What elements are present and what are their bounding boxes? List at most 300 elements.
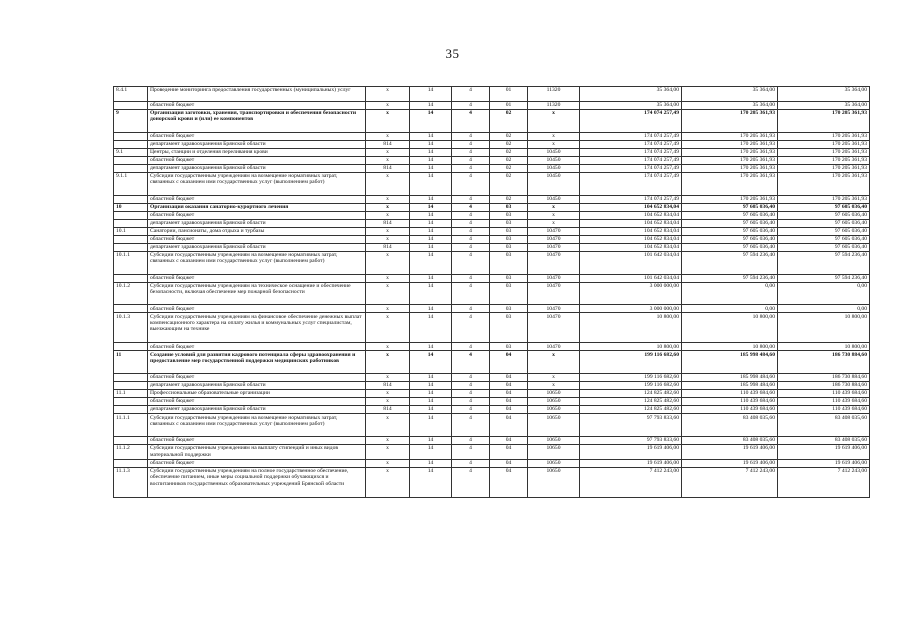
- row-code-k4-cell: 01: [490, 87, 528, 102]
- row-code-k4-cell: 03: [490, 203, 528, 211]
- table-row: [114, 140, 870, 148]
- row-code-k4-cell: 02: [490, 156, 528, 164]
- row-code-k2-cell: 14: [410, 373, 452, 381]
- row-code-k2-cell: 14: [410, 132, 452, 140]
- row-code-k2-cell: 14: [410, 101, 452, 109]
- table-row: [114, 406, 870, 414]
- row-name-cell: Проведение мониторинга предоставления государственных (муниципальных) услуг: [148, 87, 366, 102]
- row-code-k5-cell: 10470: [528, 243, 580, 251]
- table-row: [114, 313, 870, 343]
- row-code-k4-cell: 04: [490, 444, 528, 459]
- table-row: [114, 467, 870, 497]
- row-amount-3-cell: 170 205 361,93: [778, 195, 870, 203]
- row-code-cell: 11: [114, 351, 148, 374]
- row-amount-3-cell: 97 605 036,40: [778, 235, 870, 243]
- row-code-k2-cell: 14: [410, 140, 452, 148]
- row-code-k1-cell: x: [366, 373, 410, 381]
- row-code-k3-cell: 4: [452, 235, 490, 243]
- row-code-k1-cell: x: [366, 211, 410, 219]
- row-amount-1-cell: 10 800,00: [580, 343, 682, 351]
- row-code-k3-cell: 4: [452, 398, 490, 406]
- row-code-k3-cell: 4: [452, 109, 490, 132]
- row-code-k1-cell: 814: [366, 219, 410, 227]
- row-name-cell: Профессиональные образовательные организации: [148, 390, 366, 398]
- row-code-k2-cell: 14: [410, 109, 452, 132]
- row-code-k3-cell: 4: [452, 305, 490, 313]
- row-code-k3-cell: 4: [452, 251, 490, 274]
- row-amount-3-cell: 0,00: [778, 282, 870, 305]
- row-name-cell: Субсидии государственным учреждениям на техническое оснащение и обеспечение безопасности, включая обеспечение мер пожарной безопасности: [148, 282, 366, 305]
- row-code-k1-cell: x: [366, 132, 410, 140]
- row-code-k5-cell: 10450: [528, 172, 580, 195]
- row-code-k2-cell: 14: [410, 156, 452, 164]
- row-code-k2-cell: 14: [410, 87, 452, 102]
- row-amount-1-cell: 7 412 243,00: [580, 467, 682, 497]
- row-amount-3-cell: 97 605 036,40: [778, 203, 870, 211]
- row-amount-1-cell: 104 652 834,04: [580, 235, 682, 243]
- row-code-k3-cell: 4: [452, 172, 490, 195]
- row-name-cell: областной бюджет: [148, 235, 366, 243]
- row-amount-3-cell: 83 408 035,60: [778, 414, 870, 437]
- row-amount-3-cell: 110 439 684,60: [778, 406, 870, 414]
- row-amount-2-cell: 97 605 036,40: [682, 235, 778, 243]
- row-amount-2-cell: 10 800,00: [682, 343, 778, 351]
- row-code-k4-cell: 03: [490, 243, 528, 251]
- row-code-k5-cell: x: [528, 382, 580, 390]
- row-code-k5-cell: 10650: [528, 467, 580, 497]
- row-code-k4-cell: 04: [490, 390, 528, 398]
- table-row: [114, 148, 870, 156]
- row-code-k5-cell: 10450: [528, 195, 580, 203]
- row-code-k3-cell: 4: [452, 274, 490, 282]
- row-amount-2-cell: 19 619 406,00: [682, 459, 778, 467]
- row-code-k4-cell: 03: [490, 219, 528, 227]
- row-amount-2-cell: 170 205 361,93: [682, 140, 778, 148]
- table-row: [114, 414, 870, 437]
- page-number: 35: [445, 46, 460, 61]
- row-code-k3-cell: 4: [452, 436, 490, 444]
- row-amount-1-cell: 174 074 257,49: [580, 109, 682, 132]
- row-amount-1-cell: 124 825 482,60: [580, 406, 682, 414]
- row-code-k2-cell: 14: [410, 351, 452, 374]
- row-amount-3-cell: 110 439 684,60: [778, 390, 870, 398]
- row-amount-2-cell: 170 205 361,93: [682, 109, 778, 132]
- row-code-k1-cell: x: [366, 282, 410, 305]
- row-amount-1-cell: 35 364,00: [580, 87, 682, 102]
- row-code-k3-cell: 4: [452, 227, 490, 235]
- row-code-k2-cell: 14: [410, 382, 452, 390]
- row-code-cell: 11.1.1: [114, 414, 148, 437]
- row-code-k4-cell: 03: [490, 251, 528, 274]
- row-amount-1-cell: 174 074 257,49: [580, 156, 682, 164]
- row-amount-3-cell: 35 364,00: [778, 101, 870, 109]
- row-amount-3-cell: 170 205 361,93: [778, 172, 870, 195]
- table-row: [114, 132, 870, 140]
- row-amount-1-cell: 124 825 482,60: [580, 390, 682, 398]
- row-amount-1-cell: 101 642 034,04: [580, 274, 682, 282]
- row-code-k1-cell: 814: [366, 406, 410, 414]
- row-amount-1-cell: 97 793 833,60: [580, 414, 682, 437]
- row-code-k4-cell: 01: [490, 101, 528, 109]
- row-amount-2-cell: 170 205 361,93: [682, 164, 778, 172]
- row-name-cell: областной бюджет: [148, 459, 366, 467]
- budget-table: [113, 86, 870, 498]
- row-code-k4-cell: 04: [490, 382, 528, 390]
- table-row: [114, 219, 870, 227]
- row-name-cell: Центры, станции и отделения переливания крови: [148, 148, 366, 156]
- row-code-k2-cell: 14: [410, 436, 452, 444]
- row-amount-1-cell: 19 619 406,00: [580, 444, 682, 459]
- row-code-k1-cell: x: [366, 109, 410, 132]
- row-amount-3-cell: 186 730 884,60: [778, 351, 870, 374]
- row-code-k3-cell: 4: [452, 219, 490, 227]
- row-amount-1-cell: 10 800,00: [580, 313, 682, 343]
- row-amount-2-cell: 110 439 684,60: [682, 398, 778, 406]
- row-code-k4-cell: 02: [490, 195, 528, 203]
- row-code-cell: [114, 140, 148, 148]
- row-code-cell: [114, 164, 148, 172]
- row-code-k4-cell: 03: [490, 227, 528, 235]
- row-code-k1-cell: 814: [366, 382, 410, 390]
- row-code-k1-cell: x: [366, 203, 410, 211]
- row-amount-1-cell: 174 074 257,49: [580, 164, 682, 172]
- table-row: [114, 343, 870, 351]
- row-name-cell: департамент здравоохранения Брянской области: [148, 219, 366, 227]
- row-code-k3-cell: 4: [452, 459, 490, 467]
- row-code-cell: [114, 101, 148, 109]
- row-code-k2-cell: 14: [410, 251, 452, 274]
- row-code-k5-cell: 10450: [528, 164, 580, 172]
- row-code-k2-cell: 14: [410, 414, 452, 437]
- row-amount-3-cell: 83 408 035,60: [778, 436, 870, 444]
- row-amount-2-cell: 83 408 035,60: [682, 436, 778, 444]
- row-code-k4-cell: 03: [490, 313, 528, 343]
- row-code-k1-cell: 814: [366, 140, 410, 148]
- row-amount-1-cell: 174 074 257,49: [580, 172, 682, 195]
- row-code-k3-cell: 4: [452, 390, 490, 398]
- row-name-cell: департамент здравоохранения Брянской области: [148, 406, 366, 414]
- row-code-k4-cell: 02: [490, 132, 528, 140]
- row-code-k1-cell: x: [366, 390, 410, 398]
- row-code-k3-cell: 4: [452, 211, 490, 219]
- row-code-cell: 9.1.1: [114, 172, 148, 195]
- row-code-k3-cell: 4: [452, 87, 490, 102]
- row-code-k4-cell: 04: [490, 459, 528, 467]
- row-amount-2-cell: 97 594 236,40: [682, 251, 778, 274]
- table-row: [114, 351, 870, 374]
- table-row: [114, 373, 870, 381]
- row-code-k5-cell: x: [528, 140, 580, 148]
- row-amount-3-cell: 19 619 406,00: [778, 444, 870, 459]
- row-amount-3-cell: 170 205 361,93: [778, 148, 870, 156]
- row-code-k1-cell: x: [366, 235, 410, 243]
- row-amount-3-cell: 170 205 361,93: [778, 156, 870, 164]
- row-code-cell: 9: [114, 109, 148, 132]
- row-code-cell: 11.1.3: [114, 467, 148, 497]
- row-code-k3-cell: 4: [452, 164, 490, 172]
- row-name-cell: Субсидии государственным учреждениям на возмещение нормативных затрат, связанных с оказанием ими государственных услуг (выполнением работ): [148, 251, 366, 274]
- table-row: [114, 459, 870, 467]
- row-amount-1-cell: 174 074 257,49: [580, 195, 682, 203]
- row-code-k1-cell: x: [366, 351, 410, 374]
- row-code-cell: 11.1.2: [114, 444, 148, 459]
- row-code-k4-cell: 02: [490, 172, 528, 195]
- row-code-k2-cell: 14: [410, 227, 452, 235]
- row-code-k1-cell: x: [366, 436, 410, 444]
- row-code-k3-cell: 4: [452, 414, 490, 437]
- row-code-k4-cell: 04: [490, 406, 528, 414]
- row-amount-2-cell: 170 205 361,93: [682, 172, 778, 195]
- row-code-k3-cell: 4: [452, 132, 490, 140]
- row-amount-3-cell: 97 605 036,40: [778, 243, 870, 251]
- row-amount-3-cell: 7 412 243,00: [778, 467, 870, 497]
- row-amount-1-cell: 174 074 257,49: [580, 148, 682, 156]
- row-code-k1-cell: x: [366, 172, 410, 195]
- row-code-k5-cell: x: [528, 109, 580, 132]
- row-code-cell: 10.1.1: [114, 251, 148, 274]
- row-code-k4-cell: 02: [490, 164, 528, 172]
- table-row: [114, 203, 870, 211]
- row-code-k3-cell: 4: [452, 382, 490, 390]
- row-code-k2-cell: 14: [410, 305, 452, 313]
- row-code-cell: [114, 459, 148, 467]
- row-code-k1-cell: x: [366, 467, 410, 497]
- row-amount-1-cell: 104 652 834,04: [580, 243, 682, 251]
- row-amount-2-cell: 110 439 684,60: [682, 406, 778, 414]
- row-amount-2-cell: 97 594 236,40: [682, 274, 778, 282]
- row-code-k2-cell: 14: [410, 274, 452, 282]
- row-code-cell: 10.1.3: [114, 313, 148, 343]
- row-code-k5-cell: 10650: [528, 444, 580, 459]
- table-row: [114, 164, 870, 172]
- row-amount-3-cell: 170 205 361,93: [778, 109, 870, 132]
- row-code-k2-cell: 14: [410, 164, 452, 172]
- row-name-cell: областной бюджет: [148, 343, 366, 351]
- table-row: [114, 382, 870, 390]
- row-name-cell: Организация заготовки, хранения, транспортировки и обеспечения безопасности донорской крови и (или) ее компонентов: [148, 109, 366, 132]
- row-amount-2-cell: 83 408 035,60: [682, 414, 778, 437]
- row-name-cell: Создание условий для развития кадрового потенциала сферы здравоохранения и предоставление мер государственной поддержки медицинских работников: [148, 351, 366, 374]
- row-amount-2-cell: 97 605 036,40: [682, 227, 778, 235]
- row-code-k2-cell: 14: [410, 398, 452, 406]
- row-code-k3-cell: 4: [452, 373, 490, 381]
- row-code-k5-cell: 10650: [528, 398, 580, 406]
- row-amount-2-cell: 185 998 484,60: [682, 351, 778, 374]
- row-code-k4-cell: 04: [490, 398, 528, 406]
- row-code-k5-cell: 10470: [528, 343, 580, 351]
- row-code-k5-cell: x: [528, 219, 580, 227]
- table-row: [114, 274, 870, 282]
- row-amount-3-cell: 10 800,00: [778, 313, 870, 343]
- table-row: [114, 390, 870, 398]
- row-amount-2-cell: 170 205 361,93: [682, 132, 778, 140]
- row-code-cell: [114, 211, 148, 219]
- row-code-k3-cell: 4: [452, 203, 490, 211]
- row-amount-2-cell: 110 439 684,60: [682, 390, 778, 398]
- row-amount-2-cell: 97 605 036,40: [682, 243, 778, 251]
- table-row: [114, 282, 870, 305]
- table-row: [114, 444, 870, 459]
- row-code-k3-cell: 4: [452, 156, 490, 164]
- row-code-cell: [114, 343, 148, 351]
- row-code-k2-cell: 14: [410, 235, 452, 243]
- row-amount-1-cell: 19 619 406,00: [580, 459, 682, 467]
- row-code-k3-cell: 4: [452, 195, 490, 203]
- row-name-cell: областной бюджет: [148, 195, 366, 203]
- row-code-k2-cell: 14: [410, 467, 452, 497]
- row-code-k1-cell: x: [366, 227, 410, 235]
- row-code-k5-cell: 10470: [528, 235, 580, 243]
- row-amount-3-cell: 19 619 406,00: [778, 459, 870, 467]
- table-row: [114, 211, 870, 219]
- row-code-k3-cell: 4: [452, 467, 490, 497]
- row-code-k3-cell: 4: [452, 343, 490, 351]
- row-code-cell: [114, 156, 148, 164]
- row-code-k1-cell: x: [366, 87, 410, 102]
- row-code-k1-cell: x: [366, 313, 410, 343]
- row-code-cell: 10: [114, 203, 148, 211]
- row-code-k2-cell: 14: [410, 459, 452, 467]
- row-amount-1-cell: 104 652 834,04: [580, 227, 682, 235]
- row-code-cell: 9.1: [114, 148, 148, 156]
- row-code-k5-cell: 10470: [528, 305, 580, 313]
- row-code-k2-cell: 14: [410, 211, 452, 219]
- row-name-cell: областной бюджет: [148, 436, 366, 444]
- row-amount-2-cell: 0,00: [682, 305, 778, 313]
- row-code-k2-cell: 14: [410, 203, 452, 211]
- row-name-cell: Субсидии государственным учреждениям на финансовое обеспечение денежных выплат компенсационного характера на оплату жилья и коммунальных услуг специалистам, выезжающим на технике: [148, 313, 366, 343]
- row-amount-1-cell: 3 000 000,00: [580, 305, 682, 313]
- row-code-k3-cell: 4: [452, 101, 490, 109]
- table-row: [114, 227, 870, 235]
- row-code-k3-cell: 4: [452, 313, 490, 343]
- row-code-cell: [114, 305, 148, 313]
- row-code-cell: [114, 398, 148, 406]
- row-name-cell: Субсидии государственным учреждениям на полное государственное обеспечение, обеспечение питанием, иные меры социальной поддержки обучающихся и воспитанников государственных образовательных учреждений Брянской области: [148, 467, 366, 497]
- table-row: [114, 109, 870, 132]
- row-code-cell: 8.4.1: [114, 87, 148, 102]
- row-code-k2-cell: 14: [410, 243, 452, 251]
- row-amount-1-cell: 97 793 833,60: [580, 436, 682, 444]
- row-amount-1-cell: 3 000 000,00: [580, 282, 682, 305]
- row-code-k5-cell: 10450: [528, 156, 580, 164]
- row-code-k4-cell: 03: [490, 305, 528, 313]
- row-amount-3-cell: 186 730 884,60: [778, 382, 870, 390]
- row-code-k1-cell: x: [366, 414, 410, 437]
- row-code-k4-cell: 04: [490, 414, 528, 437]
- row-code-k1-cell: x: [366, 305, 410, 313]
- row-code-k5-cell: 10650: [528, 436, 580, 444]
- row-code-k4-cell: 03: [490, 343, 528, 351]
- row-code-cell: 10.1.2: [114, 282, 148, 305]
- row-name-cell: областной бюджет: [148, 156, 366, 164]
- row-code-k4-cell: 04: [490, 436, 528, 444]
- row-code-k5-cell: 10470: [528, 313, 580, 343]
- row-code-k5-cell: x: [528, 203, 580, 211]
- row-name-cell: Субсидии государственным учреждениям на выплату стипендий и иных видов материальной поддержки: [148, 444, 366, 459]
- row-code-k4-cell: 04: [490, 467, 528, 497]
- row-code-k3-cell: 4: [452, 406, 490, 414]
- row-amount-3-cell: 97 594 236,40: [778, 274, 870, 282]
- row-code-k3-cell: 4: [452, 351, 490, 374]
- row-code-k1-cell: x: [366, 398, 410, 406]
- row-code-k4-cell: 03: [490, 235, 528, 243]
- row-name-cell: областной бюджет: [148, 132, 366, 140]
- table-row: [114, 195, 870, 203]
- row-code-k4-cell: 02: [490, 148, 528, 156]
- row-code-k1-cell: x: [366, 274, 410, 282]
- row-code-k2-cell: 14: [410, 195, 452, 203]
- row-amount-2-cell: 10 800,00: [682, 313, 778, 343]
- table-row: [114, 156, 870, 164]
- row-amount-1-cell: 101 642 034,04: [580, 251, 682, 274]
- row-code-k3-cell: 4: [452, 444, 490, 459]
- row-code-k5-cell: x: [528, 373, 580, 381]
- row-name-cell: департамент здравоохранения Брянской области: [148, 243, 366, 251]
- row-name-cell: Субсидии государственным учреждениям на возмещение нормативных затрат, связанных с оказанием ими государственных услуг (выполнением работ): [148, 414, 366, 437]
- row-code-k4-cell: 03: [490, 274, 528, 282]
- row-code-k4-cell: 03: [490, 282, 528, 305]
- row-code-cell: [114, 235, 148, 243]
- row-code-k2-cell: 14: [410, 172, 452, 195]
- row-code-k5-cell: 10650: [528, 459, 580, 467]
- row-amount-2-cell: 185 998 484,60: [682, 373, 778, 381]
- row-amount-3-cell: 110 439 684,60: [778, 398, 870, 406]
- row-name-cell: департамент здравоохранения Брянской области: [148, 164, 366, 172]
- table-row: [114, 172, 870, 195]
- row-code-k5-cell: 10650: [528, 406, 580, 414]
- row-code-k5-cell: 10470: [528, 251, 580, 274]
- row-amount-3-cell: 97 605 036,40: [778, 211, 870, 219]
- row-name-cell: областной бюджет: [148, 274, 366, 282]
- row-name-cell: Субсидии государственным учреждениям на возмещение нормативных затрат, связанных с оказанием ими государственных услуг (выполнением работ): [148, 172, 366, 195]
- row-amount-2-cell: 97 605 036,40: [682, 211, 778, 219]
- row-amount-2-cell: 170 205 361,93: [682, 148, 778, 156]
- row-code-cell: [114, 243, 148, 251]
- row-name-cell: департамент здравоохранения Брянской области: [148, 382, 366, 390]
- budget-table-body: [114, 87, 870, 498]
- row-code-k2-cell: 14: [410, 282, 452, 305]
- row-code-k1-cell: x: [366, 444, 410, 459]
- row-name-cell: Организация оказания санаторно-курортного лечения: [148, 203, 366, 211]
- row-code-k4-cell: 02: [490, 140, 528, 148]
- table-row: [114, 305, 870, 313]
- row-code-cell: 11.1: [114, 390, 148, 398]
- row-code-k5-cell: 10650: [528, 414, 580, 437]
- row-code-cell: [114, 274, 148, 282]
- row-amount-3-cell: 97 605 036,40: [778, 219, 870, 227]
- table-row: [114, 243, 870, 251]
- row-amount-1-cell: 104 652 834,04: [580, 219, 682, 227]
- table-row: [114, 436, 870, 444]
- row-code-k1-cell: x: [366, 343, 410, 351]
- row-name-cell: департамент здравоохранения Брянской области: [148, 140, 366, 148]
- row-code-cell: [114, 406, 148, 414]
- row-amount-3-cell: 170 205 361,93: [778, 140, 870, 148]
- table-row: [114, 251, 870, 274]
- table-row: [114, 235, 870, 243]
- row-code-k3-cell: 4: [452, 148, 490, 156]
- row-amount-2-cell: 185 998 484,60: [682, 382, 778, 390]
- row-amount-3-cell: 170 205 361,93: [778, 132, 870, 140]
- row-code-k2-cell: 14: [410, 343, 452, 351]
- row-code-k4-cell: 04: [490, 373, 528, 381]
- row-amount-3-cell: 170 205 361,93: [778, 164, 870, 172]
- row-amount-2-cell: 170 205 361,93: [682, 195, 778, 203]
- row-code-k2-cell: 14: [410, 219, 452, 227]
- table-row: [114, 87, 870, 102]
- row-code-k2-cell: 14: [410, 444, 452, 459]
